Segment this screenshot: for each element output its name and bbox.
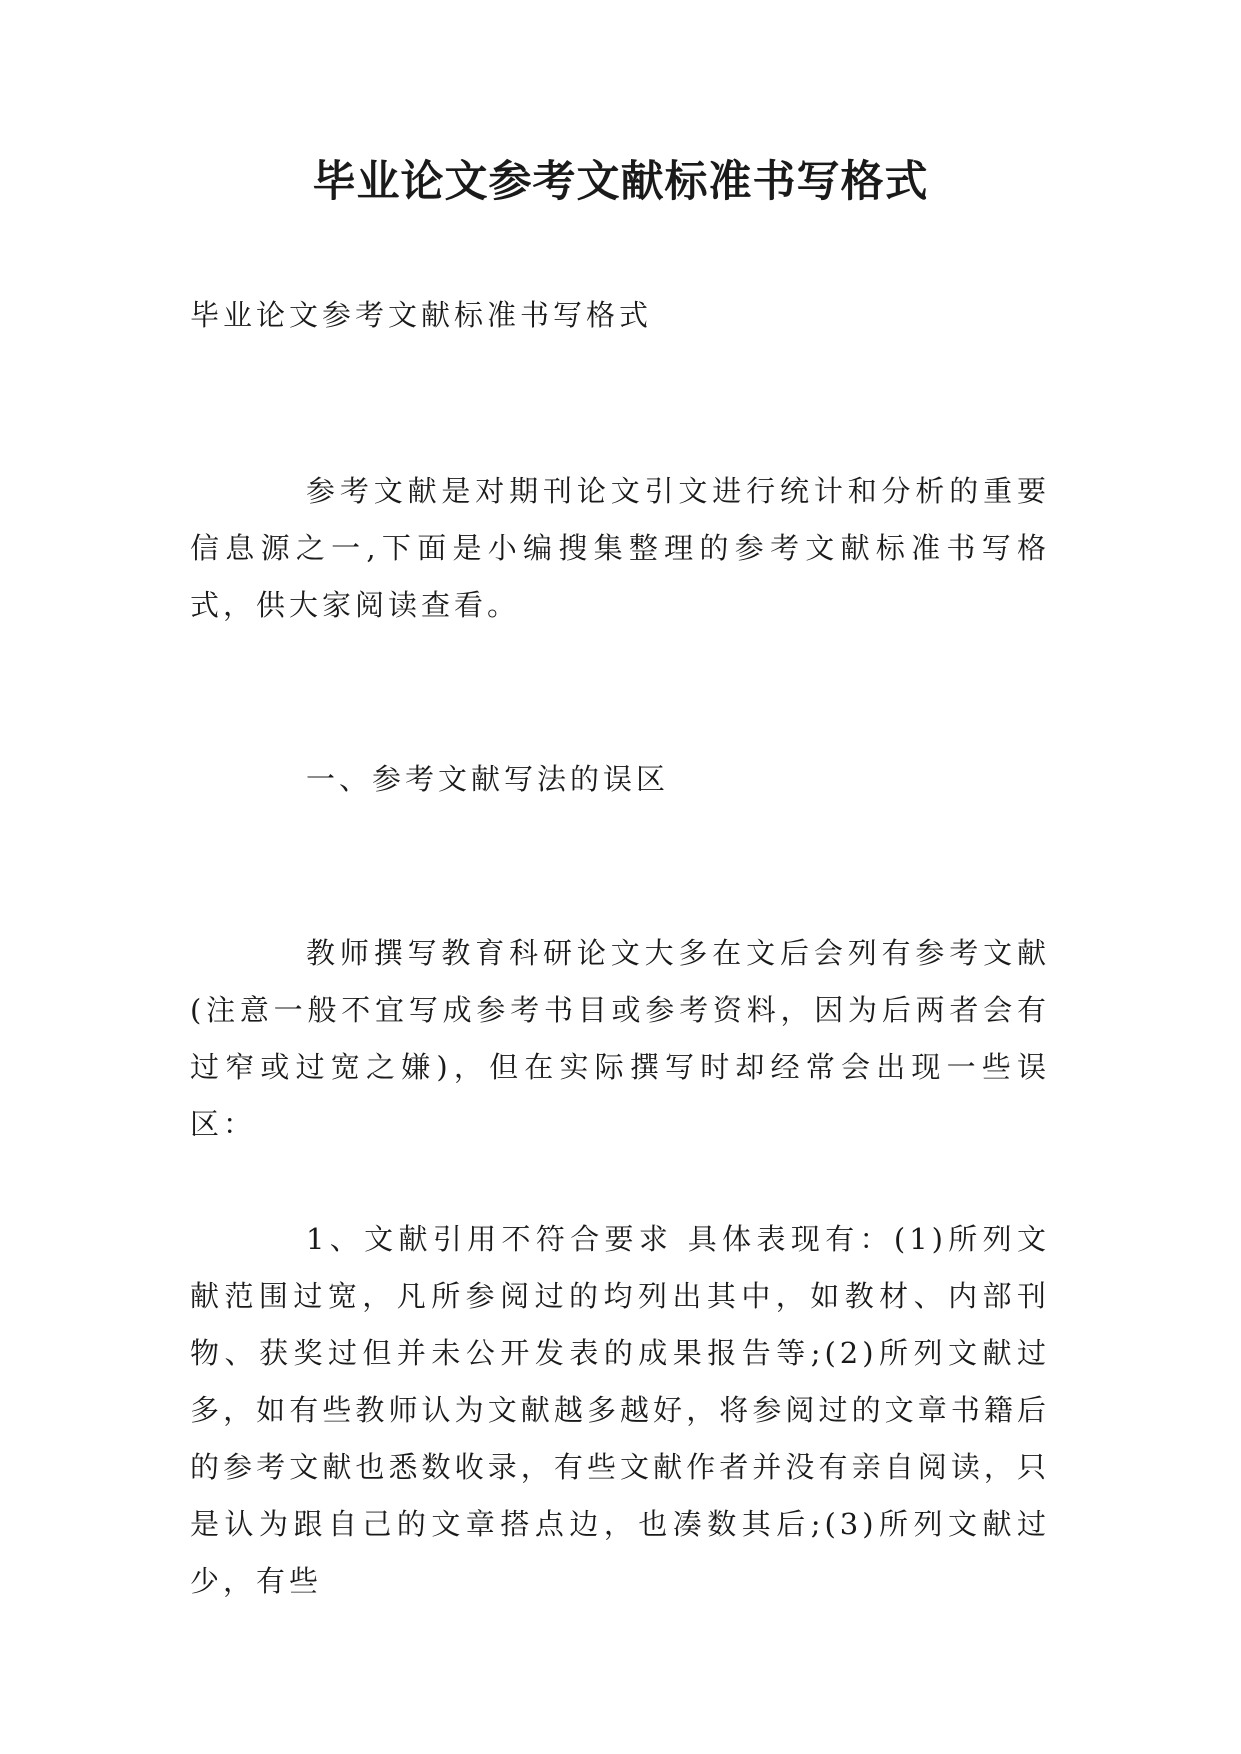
body-paragraph-item-1: 1、文献引用不符合要求 具体表现有：(1)所列文献范围过宽，凡所参阅过的均列出其中，如教材、内部刊物、获奖过但并未公开发表的成果报告等;(2)所列文献过多，如有些教师认为文献越多越好，将参阅过的文章书籍后的参考文献也悉数收录，有些文献作者并没有亲自阅读，只是认为跟自己的文章搭点边，也凑数其后;(3)所列文献过少，有些 [190,1222,1050,1598]
intro-paragraph: 参考文献是对期刊论文引文进行统计和分析的重要信息源之一,下面是小编搜集整理的参考文献标准书写格式，供大家阅读查看。 [190,474,1050,622]
document-subtitle: 毕业论文参考文献标准书写格式 [190,298,653,332]
document-title: 毕业论文参考文献标准书写格式 [312,157,929,207]
section-heading: 一、参考文献写法的误区 [306,762,670,796]
body-paragraph-misconceptions: 教师撰写教育科研论文大多在文后会列有参考文献(注意一般不宜写成参考书目或参考资料，因为后两者会有过窄或过宽之嫌)，但在实际撰写时却经常会出现一些误区： [190,936,1050,1141]
